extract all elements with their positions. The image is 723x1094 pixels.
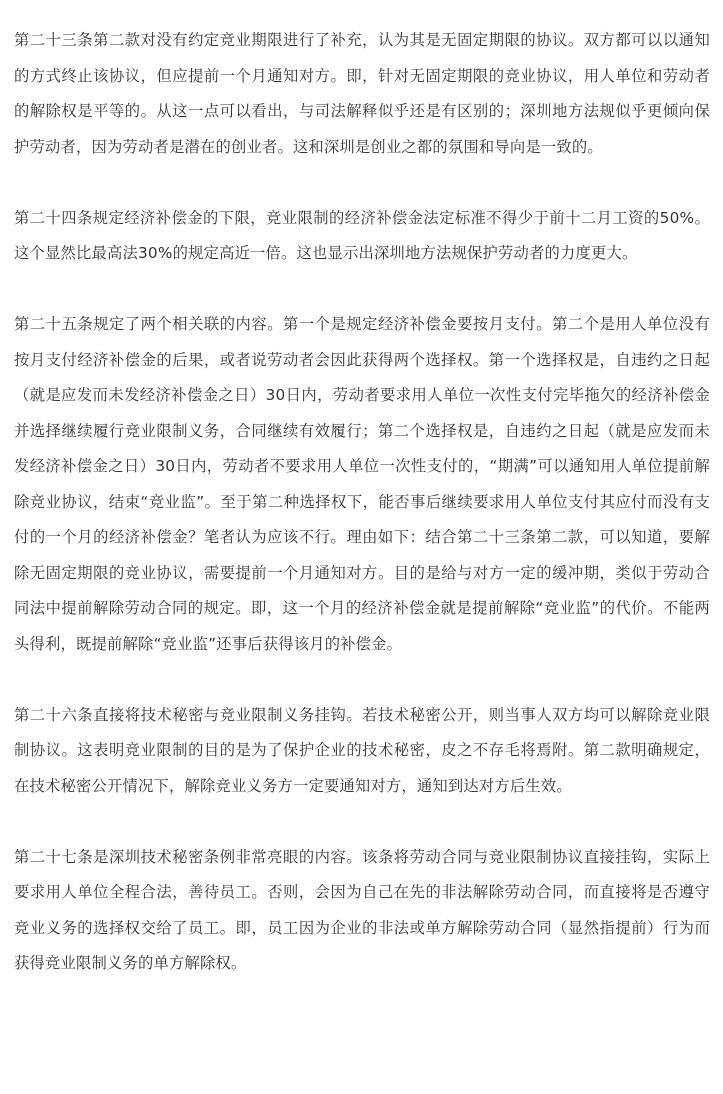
- paragraph-article-24: 第二十四条规定经济补偿金的下限，竞业限制的经济补偿金法定标准不得少于前十二月工资的50%。这个显然比最高法30%的规定高近一倍。这也显示出深圳地方法规保护劳动者的力度更大。: [14, 208, 710, 262]
- paragraph-article-26: 第二十六条直接将技术秘密与竞业限制义务挂钩。若技术秘密公开，则当事人双方均可以解除竞业限制协议。这表明竞业限制的目的是为了保护企业的技术秘密，皮之不存毛将焉附。第二款明确规定，在技术秘密公开情况下，解除竞业义务方一定要通知对方，通知到达对方后生效。: [14, 705, 710, 795]
- paragraph-article-27: 第二十七条是深圳技术秘密条例非常亮眼的内容。该条将劳动合同与竞业限制协议直接挂钩，实际上要求用人单位全程合法，善待员工。否则，会因为自己在先的非法解除劳动合同，而直接将是否遵守竞业义务的选择权交给了员工。即，员工因为企业的非法或单方解除劳动合同（显然指提前）行为而获得竞业限制义务的单方解除权。: [14, 847, 710, 972]
- paragraph-article-25: 第二十五条规定了两个相关联的内容。第一个是规定经济补偿金要按月支付。第二个是用人单位没有按月支付经济补偿金的后果，或者说劳动者会因此获得两个选择权。第一个选择权是，自违约之日起（就是应发而未发经济补偿金之日）30日内，劳动者要求用人单位一次性支付完毕拖欠的经济补偿金并选择继续履行竞业限制义务，合同继续有效履行；第二个选择权是，自违约之日起（就是应发而未发经济补偿金之日）30日内，劳动者不要求用人单位一次性支付的，“期满”可以通知用人单位提前解除竞业协议，结束“竞业监”。至于第二种选择权下，能否事后继续要求用人单位支付其应付而没有支付的一个月的经济补偿金？笔者认为应该不行。理由如下：结合第二十三条第二款，可以知道，要解除无固定期限的竞业协议，需要提前一个月通知对方。目的是给与对方一定的缓冲期，类似于劳动合同法中提前解除劳动合同的规定。即，这一个月的经济补偿金就是提前解除“竞业监”的代价。不能两头得利，既提前解除“竞业监”还事后获得该月的补偿金。: [14, 315, 710, 653]
- paragraph-article-23: 第二十三条第二款对没有约定竞业期限进行了补充，认为其是无固定期限的协议。双方都可以以通知的方式终止该协议，但应提前一个月通知对方。即，针对无固定期限的竞业协议，用人单位和劳动者的解除权是平等的。从这一点可以看出，与司法解释似乎还是有区别的；深圳地方法规似乎更倾向保护劳动者，因为劳动者是潜在的创业者。这和深圳是创业之都的氛围和导向是一致的。: [14, 31, 710, 156]
